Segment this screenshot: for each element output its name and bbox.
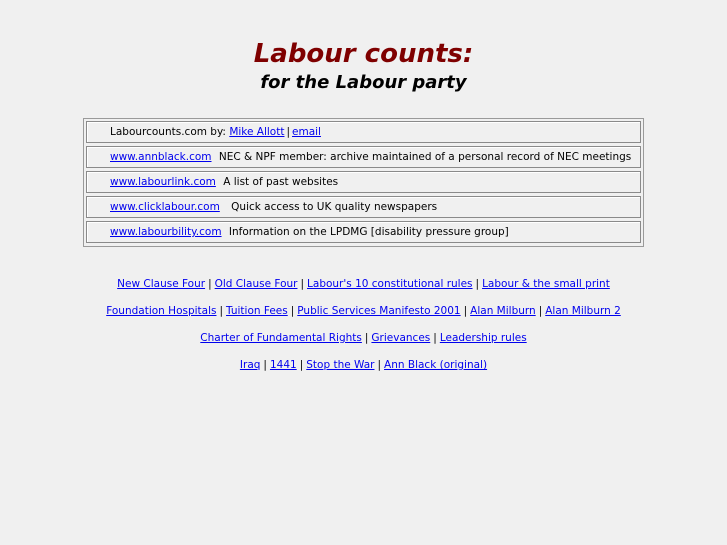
clicklabour-description: Quick access to UK quality newspapers — [231, 201, 438, 213]
ann-black-original-link[interactable]: Ann Black (original) — [384, 359, 488, 371]
page-title: Labour counts: — [253, 39, 474, 69]
alan-milburn-link[interactable]: Alan Milburn — [470, 305, 536, 317]
link-line-1: New Clause Four | Old Clause Four | Labour's 10 constitutional rules | Labour & the small print — [117, 278, 610, 290]
email-link[interactable]: email — [292, 126, 321, 138]
link-line-2: Foundation Hospitals | Tuition Fees | Public Services Manifesto 2001 | Alan Milburn | Alan Milburn 2 — [106, 305, 621, 317]
info-table — [83, 118, 644, 247]
link-line-3: Charter of Fundamental Rights | Grievances | Leadership rules — [200, 332, 527, 344]
1441-link[interactable]: 1441 — [269, 359, 297, 371]
alan-milburn-2-link[interactable]: Alan Milburn 2 — [545, 305, 621, 317]
info-row-clicklabour — [86, 196, 641, 218]
clicklabour-link[interactable]: www.clicklabour.com — [110, 201, 220, 213]
credit-prefix: Labourcounts.com by: — [110, 126, 226, 138]
link-line-4: Iraq | 1441 | Stop the War | Ann Black (original) — [239, 359, 488, 371]
credit-separator: | — [286, 126, 291, 138]
stop-the-war-link[interactable]: Stop the War — [306, 359, 375, 371]
annblack-link[interactable]: www.annblack.com — [110, 151, 212, 163]
foundation-hospitals-link[interactable]: Foundation Hospitals — [106, 305, 217, 317]
page-subtitle: for the Labour party — [260, 72, 467, 93]
labourbility-description: Information on the LPDMG [disability pressure group] — [228, 226, 509, 238]
annblack-description: NEC & NPF member: archive maintained of a personal record of NEC meetings — [218, 151, 632, 163]
tuition-fees-link[interactable]: Tuition Fees — [226, 305, 288, 317]
constitutional-rules-link[interactable]: Labour's 10 constitutional rules — [307, 278, 473, 290]
small-print-link[interactable]: Labour & the small print — [482, 278, 610, 290]
info-row-labourlink — [86, 171, 641, 193]
leadership-rules-link[interactable]: Leadership rules — [439, 332, 527, 344]
labourlink-link[interactable]: www.labourlink.com — [110, 176, 216, 188]
info-row-credit — [86, 121, 641, 143]
author-link[interactable]: Mike Allott — [229, 126, 285, 138]
new-clause-four-link[interactable]: New Clause Four — [117, 278, 206, 290]
labourlink-description: A list of past websites — [223, 176, 339, 188]
info-row-annblack — [86, 146, 641, 168]
iraq-link[interactable]: Iraq — [239, 359, 261, 371]
manifesto-2001-link[interactable]: Public Services Manifesto 2001 — [297, 305, 461, 317]
old-clause-four-link[interactable]: Old Clause Four — [214, 278, 298, 290]
labourbility-link[interactable]: www.labourbility.com — [110, 226, 222, 238]
charter-rights-link[interactable]: Charter of Fundamental Rights — [200, 332, 362, 344]
info-row-labourbility — [86, 221, 641, 243]
grievances-link[interactable]: Grievances — [371, 332, 431, 344]
